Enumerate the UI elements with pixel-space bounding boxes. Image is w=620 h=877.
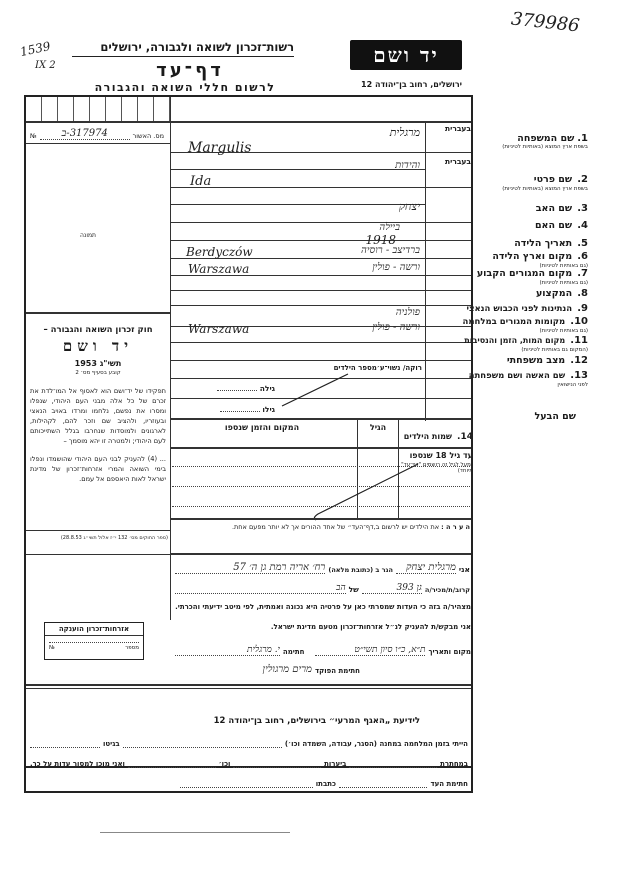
citizenship-number-label: מספר	[125, 645, 139, 651]
residence-hebrew: ורשה - פולין	[372, 262, 420, 273]
law-paragraph-2: ... (4) להעניק לבני העם היהודי שהושמדו ונפלו בימי השואה והמרי אזרחות־זכרון של מדינת ישראל לאות היאספם אל עמם.	[30, 455, 166, 483]
permit-number-sign: №	[30, 132, 37, 140]
code-boxes	[26, 97, 170, 121]
field-2: 2. שם פרטי בשפת ארץ המוצא (באותיות לטיניות)	[502, 174, 588, 192]
surname-latin: Margulis	[188, 140, 252, 156]
field-6: 6. מקום וארץ הלידה (גם באותיות לטיניות)	[492, 251, 588, 269]
permit-value: 317974-ב	[40, 128, 130, 140]
field-1-label: בעברית	[445, 124, 471, 133]
strike-line-children	[310, 462, 420, 522]
marital-status: רוקה/ נשוי־ע׳מספר הילדים	[333, 364, 422, 372]
birthplace-latin: Berdyczów	[186, 245, 253, 259]
residence-latin: Warszawa	[188, 262, 250, 276]
authority-title: רשות־זכרון לשואה ולגבורה, ירושלים	[72, 40, 294, 57]
law-citation: (ספר החוקים מס׳ 132 י״ז אלול תשי״ג 28.8.53)	[60, 535, 168, 541]
children-col-place: המקום והזמן שנספו	[224, 423, 300, 432]
declaration-line-1: אני מרגלית יצחק הגר ב (כתובת מלאה) רח׳ אריה רמת גן ה׳ 57	[175, 562, 470, 574]
nationality: פולניה	[395, 307, 420, 318]
field-13: 13. שם האשה ושם משפחתה לפני הנישואין	[468, 370, 588, 388]
field-8: 8. המקצוע	[535, 288, 588, 299]
citizenship-number-sign: №	[49, 645, 55, 651]
field-11: 11. מקום המות, הזמן והנסיבות (המקום גם באותיות לטיניות)	[464, 335, 588, 353]
birth-date: 1918	[365, 233, 396, 247]
yad-vashem-logo	[350, 40, 462, 70]
law-title: חוק זכרון השואה והגבורה –	[43, 325, 153, 335]
field-12: 12. מצב משפחתי	[506, 355, 588, 366]
declaration-officer: חתימת הפוקד מרים מרגולין	[262, 664, 360, 675]
field-1: 1. שם המשפחה בשפת ארץ המוצא (באותיות לטיניות)	[502, 133, 588, 150]
law-clause: קובע בסעיף מס׳ 2	[75, 370, 121, 376]
firstname-latin: Ida	[190, 174, 212, 189]
field-10: 10. מקומות המגורים במלחמה (גם באותיות לטיניות)	[462, 316, 588, 334]
scan-artifact-line	[100, 832, 290, 833]
header-address: ירושלים, רחוב בן־יהודה 12	[361, 80, 462, 89]
law-box	[30, 325, 166, 484]
witness-title: לידיעת „האגף המרעי״ בירושלים, רחוב בן־יהודה 12	[213, 716, 420, 726]
field-7: 7. מקום המגורים הקבוע (גם באותיות לטיניות)	[476, 268, 588, 286]
firstname-hebrew: והידות	[395, 160, 420, 171]
field-3: 3. שם האב	[535, 203, 588, 214]
wartime-residence-latin: Warszawa	[188, 322, 250, 336]
wartime-residence-hebrew: ורשה - פולין	[372, 322, 420, 333]
margin-note-2: IX 2	[35, 60, 56, 71]
margin-note: 1539	[18, 38, 52, 60]
declaration-request: אני מבקש/ת להעניק לנ״ל אזרחות־זכרון מטעם מדינת ישראל.	[270, 623, 471, 631]
witness-line-1: הייתי בזמן המלחמה במחנה (הסגר, עבודה, השמדה וכו׳) בגיטו	[30, 740, 468, 748]
note: ה ע ר ה : את הילדים יש לרשום ב,דף־העד״ של אחד ההורים אך לא יותר מפעם אחת.	[231, 523, 470, 531]
form-title: דף־עד	[156, 60, 224, 81]
witness-line-3: חתימת העד כתבתו	[180, 780, 468, 788]
field-2-tag: בעברית	[445, 157, 471, 166]
law-name: יד ושם	[62, 337, 134, 355]
surname-hebrew: מרגלית	[389, 126, 420, 139]
children-label: 14. שמות הילדים עד גיל 18 שנספו (מעל לגיל זה רושמים "דף־עד" מיוחד)	[401, 432, 473, 474]
record-number: 379986	[510, 8, 581, 37]
law-year: תשי"ג 1953	[74, 359, 122, 368]
law-paragraph-1: תפקידו של יד־ושם הוא לאסוף אל המו־לדת את זכרם של כל אלה מבני העם היהודי, שנפלו ומסרו את נפשם, נלחמו ומרדו באויב הנאצי ובעוזריו, ולהציב שם וזכר להם, לקהילות, לארגונים ולמוסדות שנחרבו בגלל השתייכותם לעם היהודי; ולמטרה זו יהא מוסמך –	[30, 387, 166, 445]
wife-age: גילה	[175, 384, 275, 393]
permit-label: מס. האשור	[132, 132, 164, 140]
declaration-statement: מצהיר/ה בזה כי העדות שמסרתי כאן על פרטיה היא נכונה ואמתית, לפי מיטב ידיעתי והכרתי.	[175, 603, 471, 611]
citizenship-title: אזרחות־זכרון הוענקה	[45, 623, 143, 636]
field-husband: שם הבעל	[534, 411, 576, 422]
photo-label: תמונה	[80, 232, 96, 239]
form-subtitle: לרשום חללי השואה והגבורה	[94, 81, 276, 94]
witness-line-2: במחתרת ביערות וכו׳ ואני מוכן למסור עדות על כך.	[29, 760, 468, 768]
field-4: 4. שם האם	[534, 220, 588, 231]
field-9: 9. הנתינות לפני הכבוש הנאצי	[466, 303, 588, 314]
father-name: יצחק	[398, 200, 420, 213]
husband-age: גילו	[175, 405, 275, 414]
citizenship-box	[44, 622, 144, 660]
logo-text: יד ושם	[373, 43, 439, 67]
permit-number-row	[30, 126, 164, 140]
mother-name: ביילה	[379, 222, 400, 233]
declaration-place-date: מקום ותאריך ת״א, כ״ו סיון תשי״ט חתימה י. מרגלית	[175, 644, 471, 656]
declaration-line-2: קרוב/ת/מכיר/ה גן 393 של הב	[175, 582, 470, 594]
field-5: 5. תאריך הלידה	[514, 238, 588, 249]
birthplace-hebrew: ברדיצב - רוסיה	[361, 245, 420, 256]
strike-line-spouse	[280, 370, 350, 410]
children-col-age: הגיל	[369, 423, 387, 432]
